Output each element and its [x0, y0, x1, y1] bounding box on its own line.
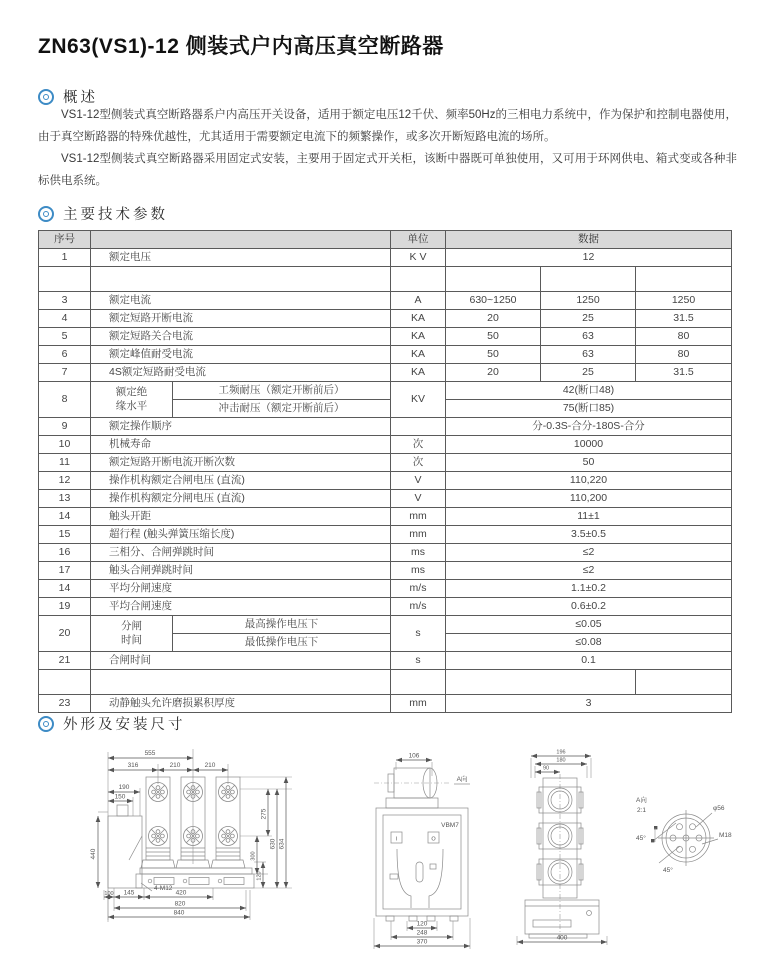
- cell-sub1: 工频耐压（额定开断前后）: [173, 382, 391, 400]
- dim-label: 630: [269, 838, 277, 850]
- dim-label: 150: [114, 793, 126, 801]
- header-unit: 单位: [391, 231, 446, 249]
- cell-d1: 50: [446, 346, 541, 364]
- front-view-drawing: [78, 744, 348, 949]
- cell-unit: KV: [391, 382, 446, 418]
- section-dims-label: 外形及安装尺寸: [63, 717, 186, 733]
- group-label: 分闸时间: [121, 619, 142, 646]
- overview-paragraph-2: VS1-12型侧装式真空断路器采用固定式安装，主要用于固定式开关柜，该断中器既可单独使用，又可用于环网供电、箱式变或各种非标供电系统。: [38, 153, 737, 187]
- header-name: [91, 231, 391, 249]
- cell-no: 13: [39, 490, 91, 508]
- cell-no: 14: [39, 508, 91, 526]
- cell-d1: 20: [446, 310, 541, 328]
- dim-label: 210: [169, 762, 181, 769]
- header-data: 数据: [446, 231, 732, 249]
- cell-sub1: 最高操作电压下: [173, 616, 391, 634]
- section-bullet-icon: [38, 89, 54, 105]
- cell-name: 额定短路关合电流: [91, 328, 391, 346]
- cell-name: 4S额定短路耐受电流: [91, 364, 391, 382]
- cell-name: 动静触头允许磨损累积厚度: [91, 695, 391, 713]
- overview-paragraphs: [38, 104, 737, 192]
- cell-data: ≤2: [446, 562, 732, 580]
- table-row: [39, 249, 732, 267]
- cell-no: [39, 670, 91, 695]
- dim-label: 820: [174, 900, 186, 908]
- cell-no: 10: [39, 436, 91, 454]
- dim-label: 180: [556, 757, 566, 764]
- view-a-label: A向: [636, 797, 647, 804]
- cell-data: 3: [446, 695, 732, 713]
- cell-sub2: 最低操作电压下: [173, 634, 391, 652]
- header-no: 序号: [39, 231, 91, 249]
- cell-name: [91, 267, 391, 292]
- overview-paragraph-1: VS1-12型侧装式真空断路器系户内高压开关设备，适用于额定电压12千伏、频率50Hz的三相电力系统中，作为保护和控制电器使用，由于真空断路器的特殊优越性，尤其适用于需要额定电流下的频繁操作，或多次开断短路电流的场所。: [38, 109, 737, 143]
- cell-unit: K V: [391, 249, 446, 267]
- cell-no: 9: [39, 418, 91, 436]
- cell-data: 0.6±0.2: [446, 598, 732, 616]
- side-view-drawing: [366, 752, 501, 952]
- cell-group: [91, 616, 173, 652]
- cell-d2: 25: [541, 310, 636, 328]
- cell-d3: 31.5: [636, 310, 732, 328]
- cell-name: [91, 670, 391, 695]
- table-row: [39, 580, 732, 598]
- cell-no: 19: [39, 598, 91, 616]
- section-bullet-icon: [38, 716, 54, 732]
- table-row-blank: [39, 670, 732, 695]
- table-row: [39, 490, 732, 508]
- cell-data: 3.5±0.5: [446, 526, 732, 544]
- cell-unit: [391, 670, 446, 695]
- cell-name: 触头合闸弹跳时间: [91, 562, 391, 580]
- cell-d2: [541, 267, 636, 292]
- cell-no: 5: [39, 328, 91, 346]
- cell-unit: ms: [391, 544, 446, 562]
- dim-label: 300: [250, 851, 257, 861]
- cell-d1: 20: [446, 364, 541, 382]
- dim-label: 316: [127, 762, 139, 769]
- cell-d1: 630~1250: [446, 292, 541, 310]
- view-a-label: A向: [456, 776, 468, 783]
- table-row: [39, 418, 732, 436]
- dim-label: 210: [204, 762, 216, 769]
- group-label: 额定绝缘水平: [115, 385, 148, 412]
- table-row-group: [39, 616, 732, 634]
- section-dims-heading: [38, 713, 186, 734]
- cell-data: 110,200: [446, 490, 732, 508]
- table-row: [39, 328, 732, 346]
- cell-data: ≤2: [446, 544, 732, 562]
- cell-unit: mm: [391, 526, 446, 544]
- page-title: ZN63(VS1)-12 侧装式户内高压真空断路器: [38, 35, 444, 58]
- dim-label: 370: [416, 938, 428, 946]
- detail-view-drawing: [628, 790, 743, 880]
- cell-data: 110,220: [446, 472, 732, 490]
- table-row: [39, 472, 732, 490]
- cell-name: 额定电流: [91, 292, 391, 310]
- cell-d1: [446, 267, 541, 292]
- panel-model-label: VBM7: [441, 822, 459, 829]
- dim-label: 275: [260, 808, 268, 820]
- cell-no: 16: [39, 544, 91, 562]
- cell-no: 7: [39, 364, 91, 382]
- angle-label: 45°: [663, 867, 673, 874]
- cell-name: 操作机构额定合闸电压 (直流): [91, 472, 391, 490]
- cell-unit: KA: [391, 310, 446, 328]
- cell-unit: KA: [391, 364, 446, 382]
- cell-d3: [636, 267, 732, 292]
- cell-d2: 25: [541, 364, 636, 382]
- cell-no: 11: [39, 454, 91, 472]
- cell-no: 23: [39, 695, 91, 713]
- table-row: [39, 695, 732, 713]
- table-row: [39, 562, 732, 580]
- cell-unit: s: [391, 616, 446, 652]
- cell-no: 8: [39, 382, 91, 418]
- cell-group: [91, 382, 173, 418]
- thread-label: M18: [719, 832, 732, 839]
- cell-no: 17: [39, 562, 91, 580]
- table-row-group: [39, 382, 732, 400]
- section-bullet-icon: [38, 206, 54, 222]
- dim-label: 400: [556, 934, 568, 942]
- cell-data: 75(断口85): [446, 400, 732, 418]
- cell-d3: 80: [636, 328, 732, 346]
- cell-unit: KA: [391, 328, 446, 346]
- cell-unit: m/s: [391, 598, 446, 616]
- section-overview-label: 概述: [63, 90, 98, 106]
- cell-name: 超行程 (触头弹簧压缩长度): [91, 526, 391, 544]
- cell-no: 4: [39, 310, 91, 328]
- cell-data: 10000: [446, 436, 732, 454]
- dim-label: 248: [416, 929, 428, 937]
- cell-d3: 31.5: [636, 364, 732, 382]
- diameter-label: φ56: [713, 805, 725, 812]
- cell-d3: 1250: [636, 292, 732, 310]
- scale-label: 2:1: [637, 807, 647, 814]
- cell-d2: 63: [541, 346, 636, 364]
- angle-label: 45°: [636, 835, 646, 842]
- dim-label: 840: [173, 909, 185, 917]
- table-row: [39, 508, 732, 526]
- cell-no: [39, 267, 91, 292]
- cell-name: 平均合闸速度: [91, 598, 391, 616]
- dim-label: 145: [123, 889, 135, 897]
- bolt-spec-label: 4-M12: [154, 885, 173, 892]
- table-row: [39, 526, 732, 544]
- table-header-row: [39, 231, 732, 249]
- dim-label: 106: [408, 752, 420, 760]
- cell-no: 20: [39, 616, 91, 652]
- table-row: [39, 310, 732, 328]
- cell-unit: V: [391, 490, 446, 508]
- cell-data: 1.1±0.2: [446, 580, 732, 598]
- cell-data: 11±1: [446, 508, 732, 526]
- table-row: [39, 346, 732, 364]
- dim-label: 420: [175, 889, 187, 897]
- dim-label: 440: [90, 848, 97, 860]
- cell-no: 1: [39, 249, 91, 267]
- open-button-label: O: [431, 836, 436, 843]
- cell-name: 额定短路开断电流开断次数: [91, 454, 391, 472]
- cell-d3: [636, 670, 732, 695]
- table-row: [39, 454, 732, 472]
- cell-no: 21: [39, 652, 91, 670]
- cell-name: 三相分、合闸弹跳时间: [91, 544, 391, 562]
- cell-name: 操作机构额定分闸电压 (直流): [91, 490, 391, 508]
- dim-label: 100: [104, 891, 114, 897]
- dim-label: 555: [144, 750, 156, 757]
- cell-name: 触头开距: [91, 508, 391, 526]
- parameters-table: [38, 230, 732, 713]
- pole-column-drawing: [513, 748, 628, 948]
- cell-no: 14: [39, 580, 91, 598]
- cell-d1: 50: [446, 328, 541, 346]
- cell-sub2: 冲击耐压（额定开断前后）: [173, 400, 391, 418]
- cell-d12: [446, 670, 636, 695]
- dim-label: 190: [118, 784, 130, 791]
- dim-label: 196: [556, 749, 566, 756]
- cell-name: 机械寿命: [91, 436, 391, 454]
- cell-unit: KA: [391, 346, 446, 364]
- cell-unit: A: [391, 292, 446, 310]
- cell-name: 额定操作顺序: [91, 418, 391, 436]
- table-row: [39, 598, 732, 616]
- dim-label: 120: [416, 920, 428, 928]
- cell-data: 50: [446, 454, 732, 472]
- cell-data: 0.1: [446, 652, 732, 670]
- table-row: [39, 364, 732, 382]
- table-row: [39, 544, 732, 562]
- cell-name: 合闸时间: [91, 652, 391, 670]
- section-params-label: 主要技术参数: [63, 207, 168, 223]
- dim-label: 90: [542, 765, 550, 772]
- cell-name: 额定电压: [91, 249, 391, 267]
- cell-d3: 80: [636, 346, 732, 364]
- cell-no: 3: [39, 292, 91, 310]
- cell-no: 15: [39, 526, 91, 544]
- cell-data: ≤0.08: [446, 634, 732, 652]
- cell-d2: 63: [541, 328, 636, 346]
- cell-unit: mm: [391, 508, 446, 526]
- table-row: [39, 652, 732, 670]
- dim-label: 634: [278, 838, 286, 850]
- cell-unit: s: [391, 652, 446, 670]
- section-params-heading: [38, 203, 168, 224]
- cell-d2: 1250: [541, 292, 636, 310]
- cell-no: 6: [39, 346, 91, 364]
- cell-data: ≤0.05: [446, 616, 732, 634]
- close-button-label: I: [395, 836, 398, 843]
- cell-unit: ms: [391, 562, 446, 580]
- cell-unit: V: [391, 472, 446, 490]
- table-row-blank: [39, 267, 732, 292]
- table-row: [39, 292, 732, 310]
- cell-name: 平均分闸速度: [91, 580, 391, 598]
- cell-no: 12: [39, 472, 91, 490]
- cell-unit: mm: [391, 695, 446, 713]
- dim-label: 120: [256, 871, 263, 881]
- cell-unit: [391, 267, 446, 292]
- cell-data: 12: [446, 249, 732, 267]
- cell-name: 额定短路开断电流: [91, 310, 391, 328]
- cell-data: 分-0.3S-合分-180S-合分: [446, 418, 732, 436]
- cell-data: 42(断口48): [446, 382, 732, 400]
- cell-unit: 次: [391, 436, 446, 454]
- cell-unit: 次: [391, 454, 446, 472]
- table-row: [39, 436, 732, 454]
- cell-unit: [391, 418, 446, 436]
- cell-name: 额定峰值耐受电流: [91, 346, 391, 364]
- cell-unit: m/s: [391, 580, 446, 598]
